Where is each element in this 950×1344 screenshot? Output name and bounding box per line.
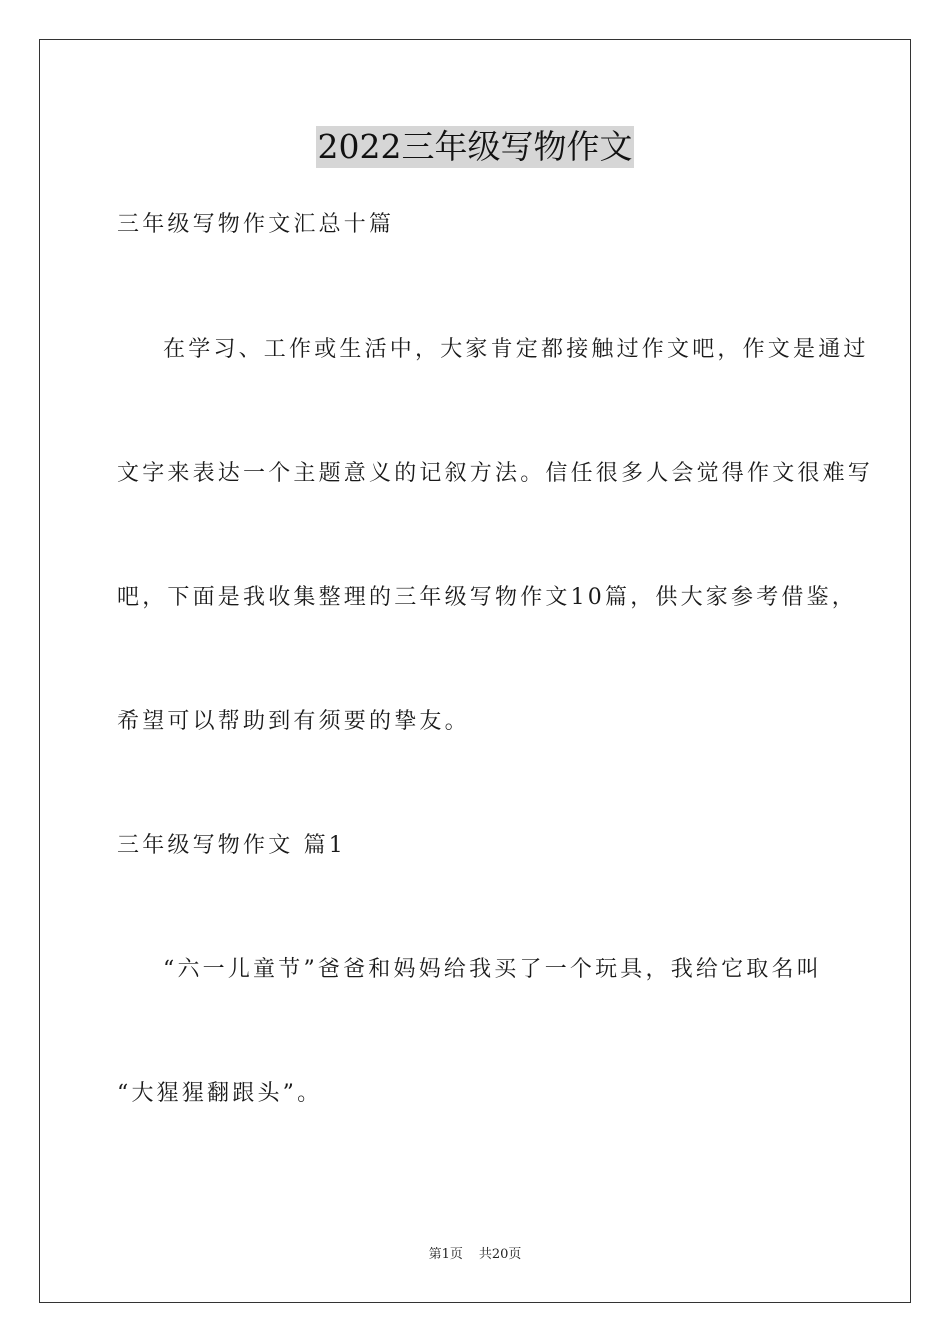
intro-line-4: 希望可以帮助到有须要的挚友。: [117, 709, 470, 734]
title-container: [0, 126, 950, 168]
section-heading: 三年级写物作文 篇1: [117, 833, 346, 858]
document-title: 2022三年级写物作文: [317, 127, 633, 166]
body-line-1: “六一儿童节”爸爸和妈妈给我买了一个玩具，我给它取名叫: [163, 957, 822, 982]
page-footer: [0, 1246, 950, 1264]
page-total: 共20页: [478, 1247, 522, 1262]
body-line-2: “大猩猩翻跟头”。: [117, 1081, 323, 1106]
page-number: 第1页: [428, 1247, 463, 1262]
subtitle: 三年级写物作文汇总十篇: [117, 212, 395, 237]
intro-line-3: 吧，下面是我收集整理的三年级写物作文10篇，供大家参考借鉴，: [117, 585, 857, 610]
intro-line-1: 在学习、工作或生活中，大家肯定都接触过作文吧，作文是通过: [163, 337, 869, 362]
intro-line-2: 文字来表达一个主题意义的记叙方法。信任很多人会觉得作文很难写: [117, 461, 874, 486]
